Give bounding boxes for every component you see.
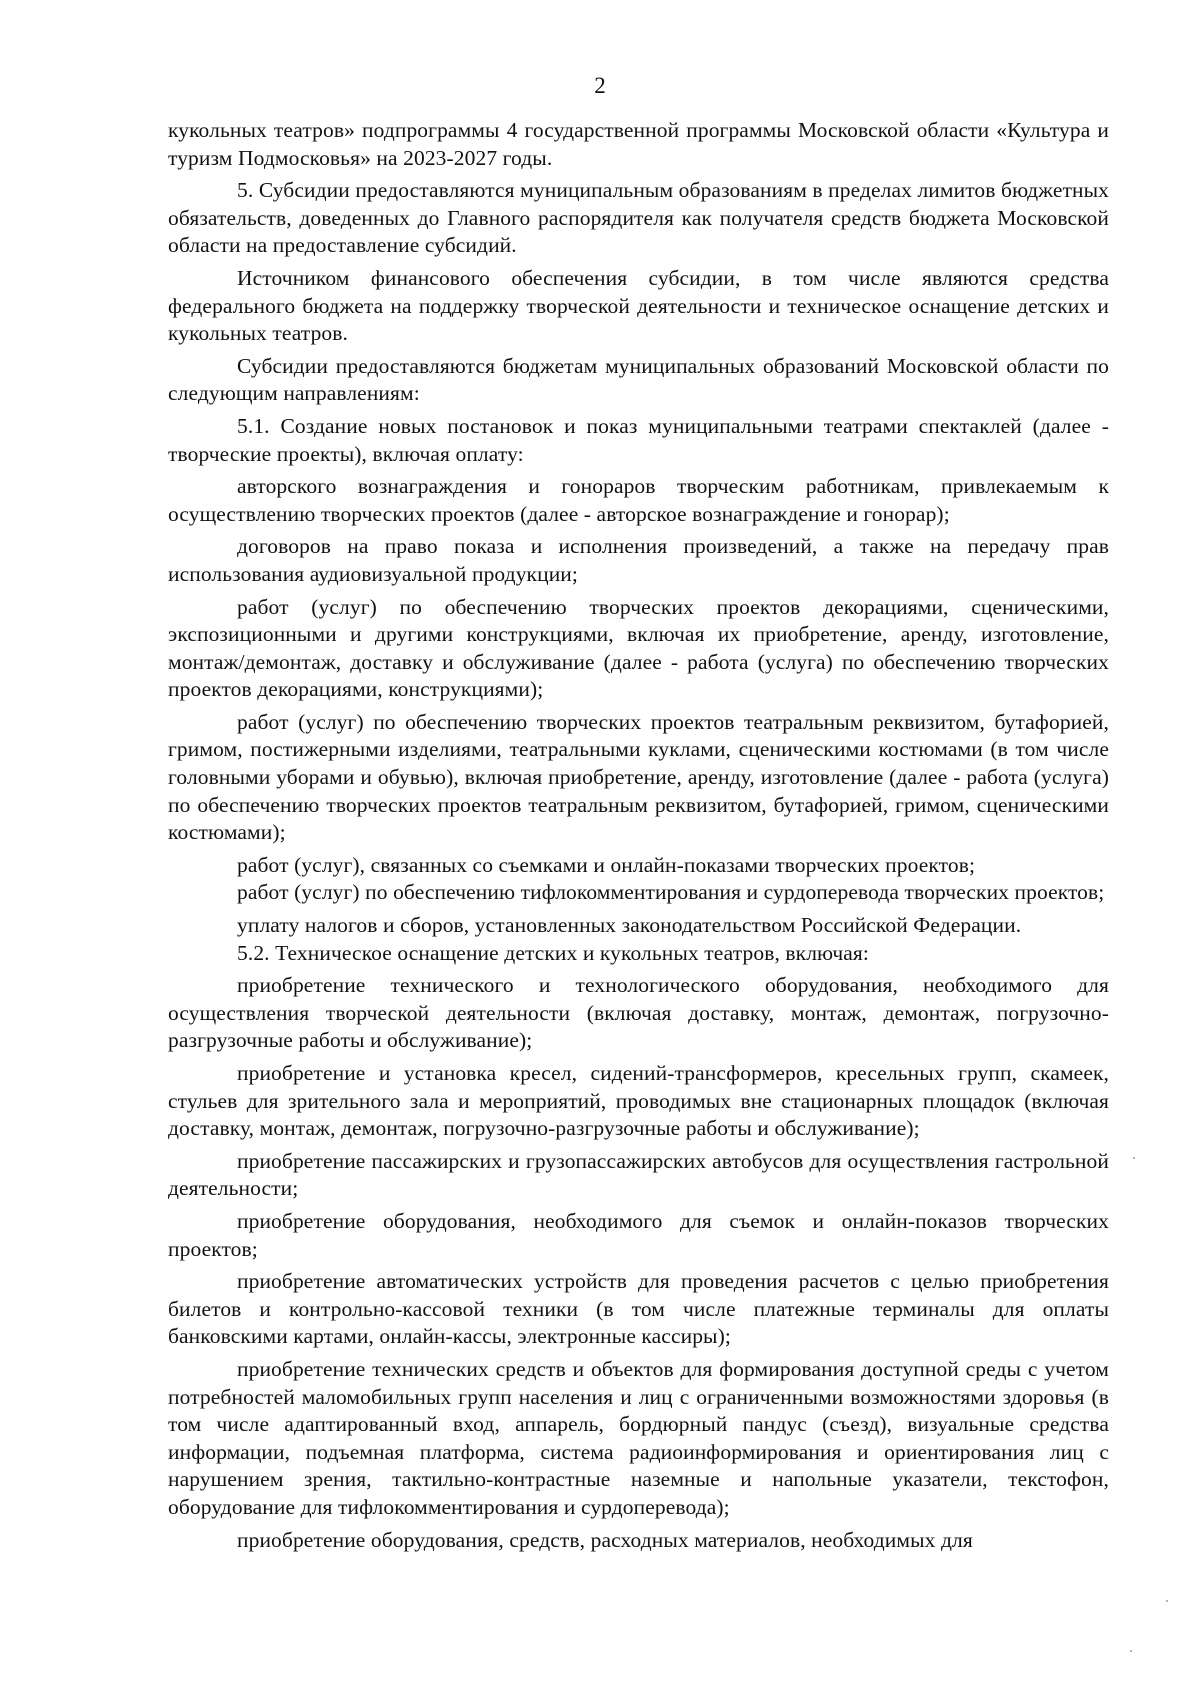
paragraph: работ (услуг) по обеспечению тифлокомментирования и сурдоперевода творческих проектов; [237, 880, 1105, 905]
paragraph: работ (услуг) по обеспечению творческих проектов декорациями, сценическими, экспозиционными и другими конструкциями, включая их приобретение, аренду, изготовление, монтаж/демонтаж, доставку и обслуживание (далее - работа (услуга) по обеспечению творческих проектов декорациями, конструкциями); [168, 594, 1109, 702]
paragraph: приобретение технических средств и объектов для формирования доступной среды с учетом потребностей маломобильных групп населения и лиц с ограниченными возможностями здоровья (в том числе адаптированный вход, аппарель, бордюрный пандус (съезд), визуальные средства информации, подъемная платформа, система радиоинформирования и ориентирования лиц с нарушением зрения, тактильно-контрастные наземные и напольные указатели, текстофон, оборудование для тифлокомментирования и сурдоперевода); [168, 1356, 1109, 1519]
paragraph: Субсидии предоставляются бюджетам муниципальных образований Московской области по следующим направлениям: [168, 353, 1109, 406]
paragraph: работ (услуг), связанных со съемками и онлайн-показами творческих проектов; [237, 852, 976, 877]
paragraph: кукольных театров» подпрограммы 4 государственной программы Московской области «Культура и туризм Подмосковья» на 2023-2027 годы. [168, 118, 1109, 170]
paragraph: договоров на право показа и исполнения произведений, а также на передачу прав использования аудиовизуальной продукции; [168, 534, 1109, 586]
paragraph: работ (услуг) по обеспечению творческих проектов театральным реквизитом, бутафорией, гримом, постижерными изделиями, театральными куклами, сценическими костюмами (в том числе головными уборами и обувью), включая приобретение, аренду, изготовление (далее - работа (услуга) по обеспечению творческих проектов театральным реквизитом, бутафорией, гримом, сценическими костюмами); [168, 709, 1109, 845]
paragraph: приобретение технического и технологического оборудования, необходимого для осуществления творческой деятельности (включая доставку, монтаж, демонтаж, погрузочно-разгрузочные работы и обслуживание); [168, 973, 1109, 1053]
paragraph: приобретение пассажирских и грузопассажирских автобусов для осуществления гастрольной деятельности; [168, 1148, 1109, 1201]
paragraph: приобретение оборудования, средств, расходных материалов, необходимых для [237, 1527, 973, 1552]
paragraph: приобретение оборудования, необходимого для съемок и онлайн-показов творческих проектов; [168, 1208, 1109, 1261]
paragraph: приобретение и установка кресел, сидений-трансформеров, кресельных групп, скамеек, стульев для зрительного зала и мероприятий, проводимых вне стационарных площадок (включая доставку, монтаж, демонтаж, погрузочно-разгрузочные работы и обслуживание); [168, 1061, 1109, 1141]
paragraph: уплату налогов и сборов, установленных законодательством Российской Федерации. [237, 913, 1022, 938]
paragraph: 5.1. Создание новых постановок и показ муниципальными театрами спектаклей (далее - творческие проекты), включая оплату: [168, 413, 1109, 466]
scan-speck [1133, 1157, 1135, 1159]
scan-speck [1166, 1600, 1168, 1602]
page-number: 2 [594, 73, 606, 98]
paragraph: 5. Субсидии предоставляются муниципальным образованиям в пределах лимитов бюджетных обязательств, доведенных до Главного распорядителя как получателя средств бюджета Московской области на предоставление субсидий. [168, 178, 1109, 258]
paragraph: 5.2. Техническое оснащение детских и кукольных театров, включая: [237, 940, 869, 965]
paragraph: приобретение автоматических устройств для проведения расчетов с целью приобретения билетов и контрольно-кассовой техники (в том числе платежные терминалы для оплаты банковскими картами, онлайн-кассы, электронные кассиры); [168, 1269, 1109, 1349]
paragraph: Источником финансового обеспечения субсидии, в том числе являются средства федерального бюджета на поддержку творческой деятельности и техническое оснащение детских и кукольных театров. [168, 265, 1109, 346]
paragraph: авторского вознаграждения и гонораров творческим работникам, привлекаемым к осуществлению творческих проектов (далее - авторское вознаграждение и гонорар); [168, 474, 1109, 526]
document-body [168, 117, 1109, 1554]
scan-speck [1130, 1650, 1132, 1652]
